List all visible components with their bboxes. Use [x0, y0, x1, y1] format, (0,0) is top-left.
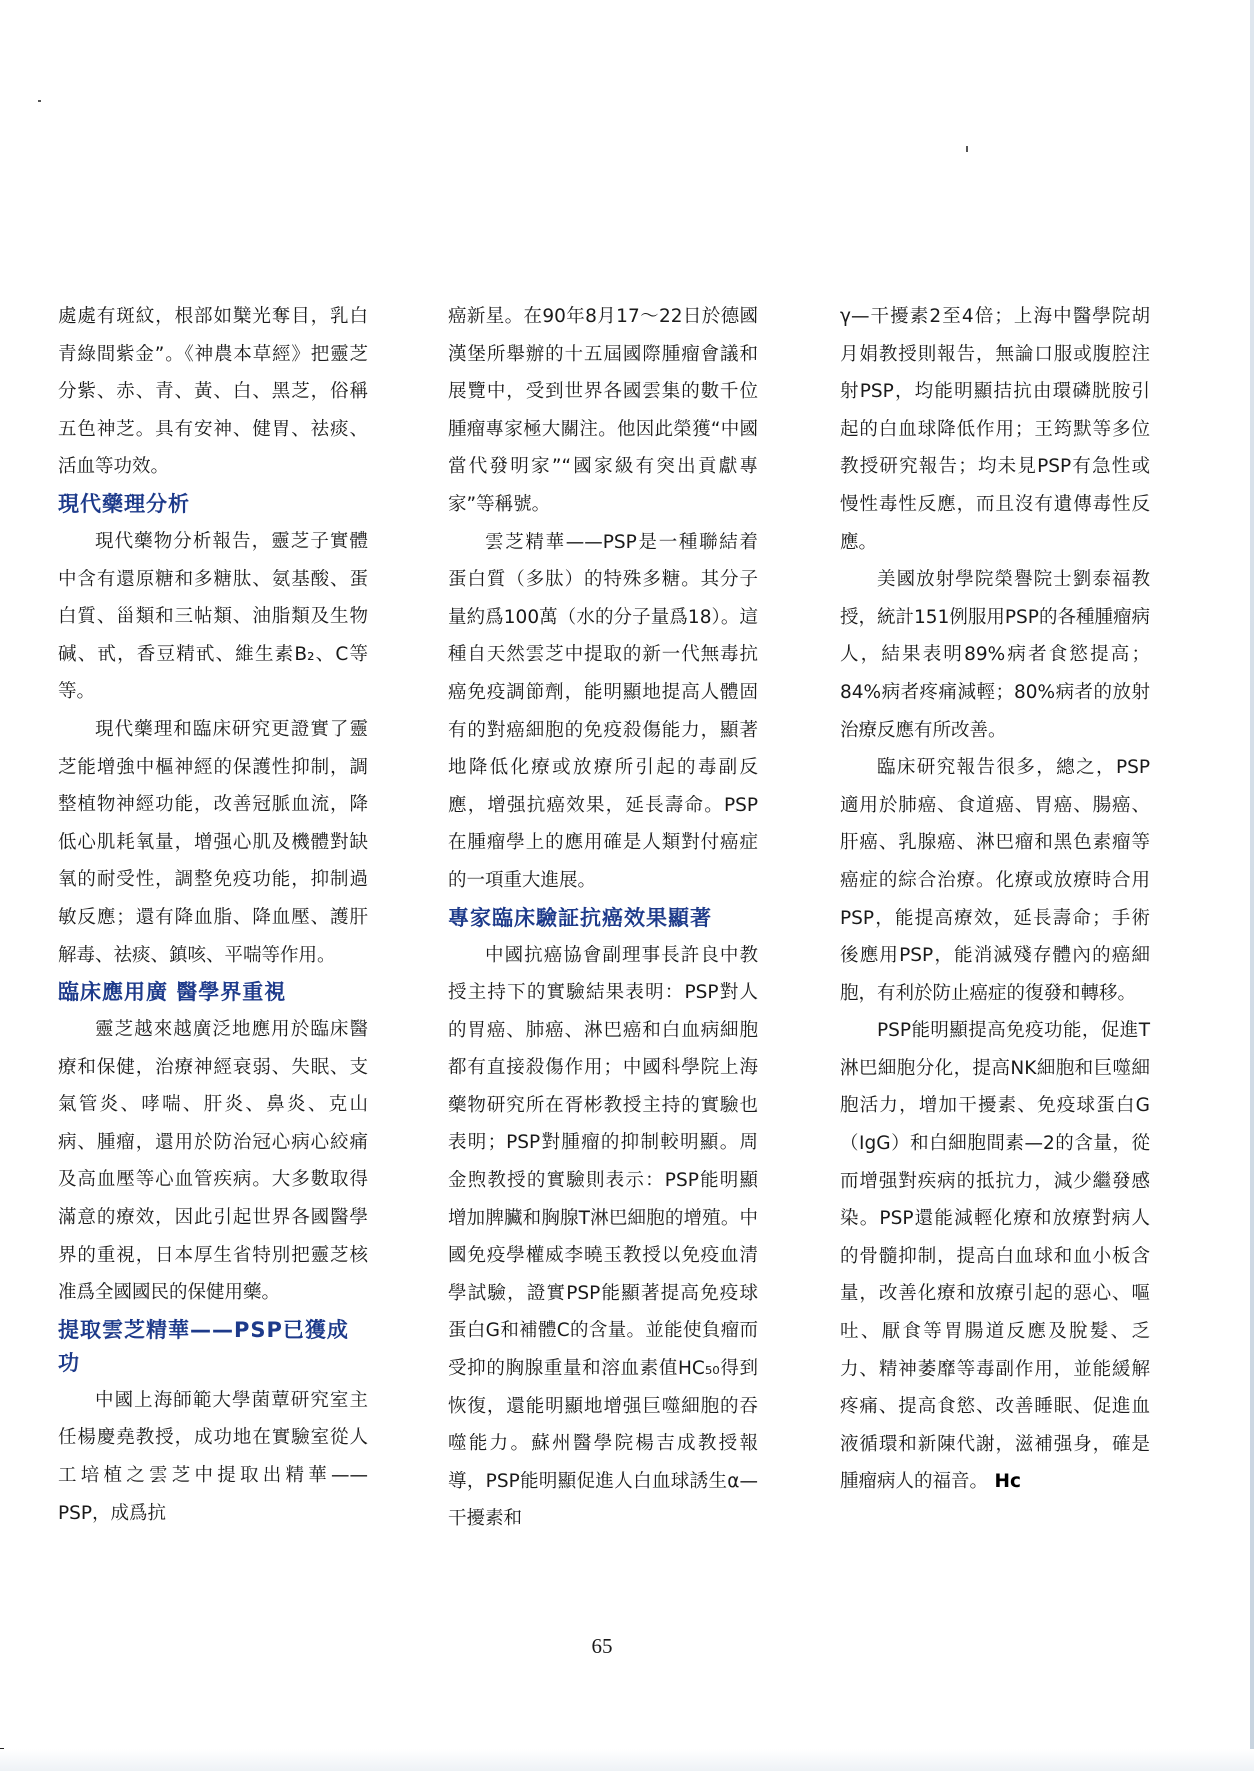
- paragraph: PSP能明顯提高免疫功能，促進T淋巴細胞分化，提高NK細胞和巨噬細胞活力，增加干擾素、免疫球蛋白G（IgG）和白細胞間素—2的含量，從而增强對疾病的抵抗力，減少繼發感染。PSP還能減輕化療和放療對病人的骨髓抑制，提高白血球和血小板含量，改善化療和放療引起的惡心、嘔吐、厭食等胃腸道反應及脫髮、乏力、精神萎靡等毒副作用，並能緩解疼痛、提高食慾、改善睡眠、促進血液循環和新陳代謝，滋補强身，確是腫瘤病人的福音。 Hc: [840, 1020, 1150, 1493]
- page-number: 65: [591, 1634, 613, 1658]
- paragraph: 臨床研究報告很多，總之，PSP適用於肺癌、食道癌、胃癌、腸癌、肝癌、乳腺癌、淋巴瘤和黑色素瘤等癌症的綜合治療。化療或放療時合用PSP，能提高療效，延長壽命；手術後應用PSP，能消滅殘存體內的癌細胞，有利於防止癌症的復發和轉移。: [840, 757, 1150, 1004]
- paragraph: 癌新星。在90年8月17～22日於德國漢堡所舉辦的十五屆國際腫瘤會議和展覽中，受到世界各國雲集的數千位腫瘤專家極大關注。他因此榮獲“中國當代發明家”“國家級有突出貢獻專家”等稱號。: [448, 306, 758, 515]
- section-heading: 提取雲芝精華——PSP已獲成功: [58, 1317, 349, 1375]
- end-mark: Hc: [988, 1471, 1021, 1493]
- paragraph: 美國放射學院榮譽院士劉泰福教授，統計151例服用PSP的各種腫瘤病人，結果表明89%病者食慾提高；84%病者疼痛減輕；80%病者的放射治療反應有所改善。: [840, 569, 1150, 741]
- section-heading: 現代藥理分析: [58, 491, 190, 516]
- column-1: [58, 298, 368, 1532]
- section-heading: 臨床應用廣 醫學界重視: [58, 980, 287, 1005]
- scan-edge: [1250, 0, 1254, 1771]
- paragraph: γ—干擾素2至4倍；上海中醫學院胡月娟教授則報告，無論口服或腹腔注射PSP，均能明顯拮抗由環磷胱胺引起的白血球降低作用；王筠默等多位教授研究報告；均未見PSP有急性或慢性毒性反應，而且沒有遺傳毒性反應。: [840, 306, 1150, 553]
- paragraph: 靈芝越來越廣泛地應用於臨床醫療和保健，治療神經衰弱、失眠、支氣管炎、哮喘、肝炎、鼻炎、克山病、腫瘤，還用於防治冠心病心絞痛及高血壓等心血管疾病。大多數取得滿意的療效，因此引起世界各國醫學界的重視，日本厚生省特別把靈芝核准爲全國國民的保健用藥。: [58, 1019, 368, 1304]
- paragraph: 中國抗癌協會副理事長許良中教授主持下的實驗結果表明：PSP對人的胃癌、肺癌、淋巴癌和白血病細胞都有直接殺傷作用；中國科學院上海藥物研究所在胥彬教授主持的實驗也表明；PSP對腫瘤的抑制較明顯。周金煦教授的實驗則表示：PSP能明顯增加脾臟和胸腺T淋巴細胞的增殖。中國免疫學權威李曉玉教授以免疫血清學試驗，證實PSP能顯著提高免疫球蛋白G和補體C的含量。並能使負瘤而受抑的胸腺重量和溶血素值HC₅₀得到恢復，還能明顯地增强巨噬細胞的吞噬能力。蘇州醫學院楊吉成教授報導，PSP能明顯促進人白血球誘生α—干擾素和: [448, 944, 758, 1530]
- section-heading: 專家臨床驗証抗癌效果顯著: [448, 905, 712, 930]
- scan-speck: [966, 146, 968, 152]
- paragraph: 中國上海師範大學菌蕈研究室主任楊慶堯教授，成功地在實驗室從人工培植之雲芝中提取出精華——PSP，成爲抗: [58, 1389, 368, 1524]
- scan-bottom-band: [0, 1749, 1254, 1771]
- paragraph: 雲芝精華——PSP是一種聯結着蛋白質（多肽）的特殊多糖。其分子量約爲100萬（水的分子量爲18）。這種自天然雲芝中提取的新一代無毒抗癌免疫調節劑，能明顯地提高人體固有的對癌細胞的免疫殺傷能力，顯著地降低化療或放療所引起的毒副反應，增强抗癌效果，延長壽命。PSP在腫瘤學上的應用確是人類對付癌症的一項重大進展。: [448, 531, 758, 891]
- paragraph: 現代藥物分析報告，靈芝子實體中含有還原糖和多糖肽、氨基酸、蛋白質、甾類和三帖類、油脂類及生物碱、甙，香豆精甙、維生素B₂、C等等。: [58, 530, 368, 703]
- scan-speck: [38, 100, 41, 102]
- column-2: [448, 298, 758, 1538]
- paragraph: 處處有斑紋，根部如櫱光奪目，乳白青綠間紫金”。《神農本草經》把靈芝分紫、赤、青、黃、白、黑芝，俗稱五色神芝。具有安神、健胃、祛痰、活血等功效。: [58, 306, 368, 478]
- paragraph: 現代藥理和臨床研究更證實了靈芝能增強中樞神經的保護性抑制，調整植物神經功能，改善冠脈血流，降低心肌耗氧量，增强心肌及機體對缺氧的耐受性，調整免疫功能，抑制過敏反應；還有降血脂、降血壓、護肝解毒、祛痰、鎮咳、平喘等作用。: [58, 718, 368, 966]
- column-3: [840, 298, 1150, 1501]
